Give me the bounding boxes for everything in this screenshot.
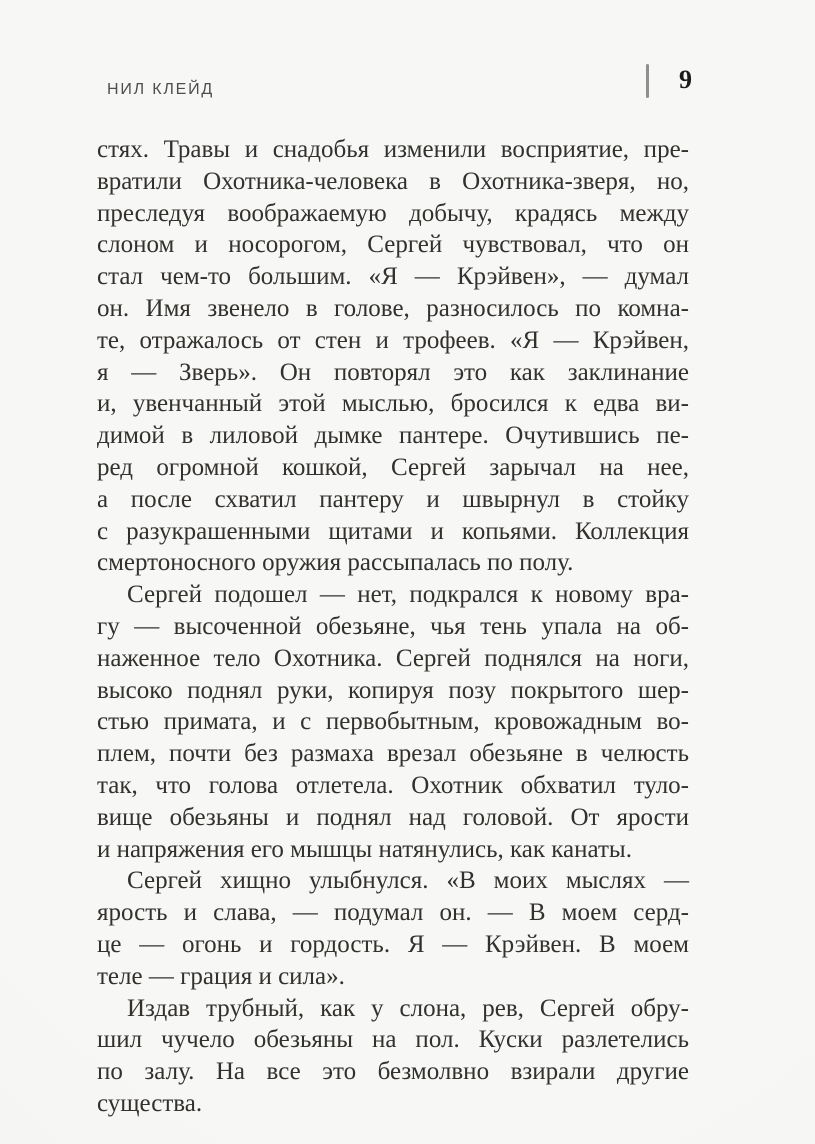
text-line: ред огромной кошкой, Сергей зарычал на нее,: [97, 453, 689, 481]
text-line: вище обезьяны и поднял над головой. От ярости: [97, 803, 689, 831]
text-line: а после схватил пантеру и швырнул в стойку: [97, 485, 689, 513]
text-line: гу — высоченной обезьяне, чья тень упала на об-: [97, 612, 689, 640]
text-line: стью примата, и с первобытным, кровожадным во-: [97, 708, 689, 736]
text-line: с разукрашенными щитами и копьями. Коллекция: [97, 517, 689, 545]
running-title: НИЛ КЛЕЙД: [107, 81, 215, 98]
text-line: вратили Охотника-человека в Охотника-зверя, но,: [97, 167, 689, 195]
text-line: слоном и носорогом, Сергей чувствовал, что он: [97, 231, 689, 259]
text-line: Издав трубный, как у слона, рев, Сергей обру-: [127, 994, 689, 1022]
text-line: стях. Травы и снадобья изменили восприятие, пре-: [97, 136, 689, 163]
page-header: [99, 65, 716, 106]
text-line: он. Имя звенело в голове, разносилось по комна-: [97, 294, 689, 322]
page-number: 9: [679, 65, 692, 94]
text-line: теле — грация и сила».: [97, 962, 345, 990]
text-line: Сергей хищно улыбнулся. «В моих мыслях —: [127, 867, 689, 895]
text-line: стал чем-то большим. «Я — Крэйвен», — думал: [97, 263, 689, 291]
text-line: существа.: [97, 1089, 203, 1117]
text-line: высоко поднял руки, копируя позу покрытого шер-: [97, 676, 689, 704]
text-line: и напряжения его мышцы натянулись, как канаты.: [97, 835, 632, 863]
text-line: ярость и слава, — подумал он. — В моем серд-: [97, 899, 689, 927]
text-line: шил чучело обезьяны на пол. Куски разлетелись: [97, 1026, 689, 1054]
text-line: смертоносного оружия рассыпалась по полу.: [97, 549, 574, 577]
text-block: [97, 134, 689, 1120]
text-line: я — Зверь». Он повторял это как заклинание: [97, 358, 689, 386]
text-line: це — огонь и гордость. Я — Крэйвен. В моем: [97, 930, 689, 958]
text-line: Сергей подошел — нет, подкрался к новому вра-: [127, 581, 689, 609]
text-line: и, увенчанный этой мыслью, бросился к едва ви-: [97, 390, 689, 418]
text-line: димой в лиловой дымке пантере. Очутившись пе-: [97, 422, 689, 450]
text-line: плем, почти без размаха врезал обезьяне в челюсть: [97, 740, 689, 768]
header-divider: [646, 64, 649, 98]
text-line: по залу. На все это безмолвно взирали другие: [97, 1058, 689, 1086]
text-line: преследуя воображаемую добычу, крадясь между: [97, 199, 689, 227]
text-line: те, отражалось от стен и трофеев. «Я — Крэйвен,: [97, 326, 689, 354]
text-line: наженное тело Охотника. Сергей поднялся на ноги,: [97, 644, 689, 672]
text-line: так, что голова отлетела. Охотник обхватил туло-: [97, 771, 689, 799]
